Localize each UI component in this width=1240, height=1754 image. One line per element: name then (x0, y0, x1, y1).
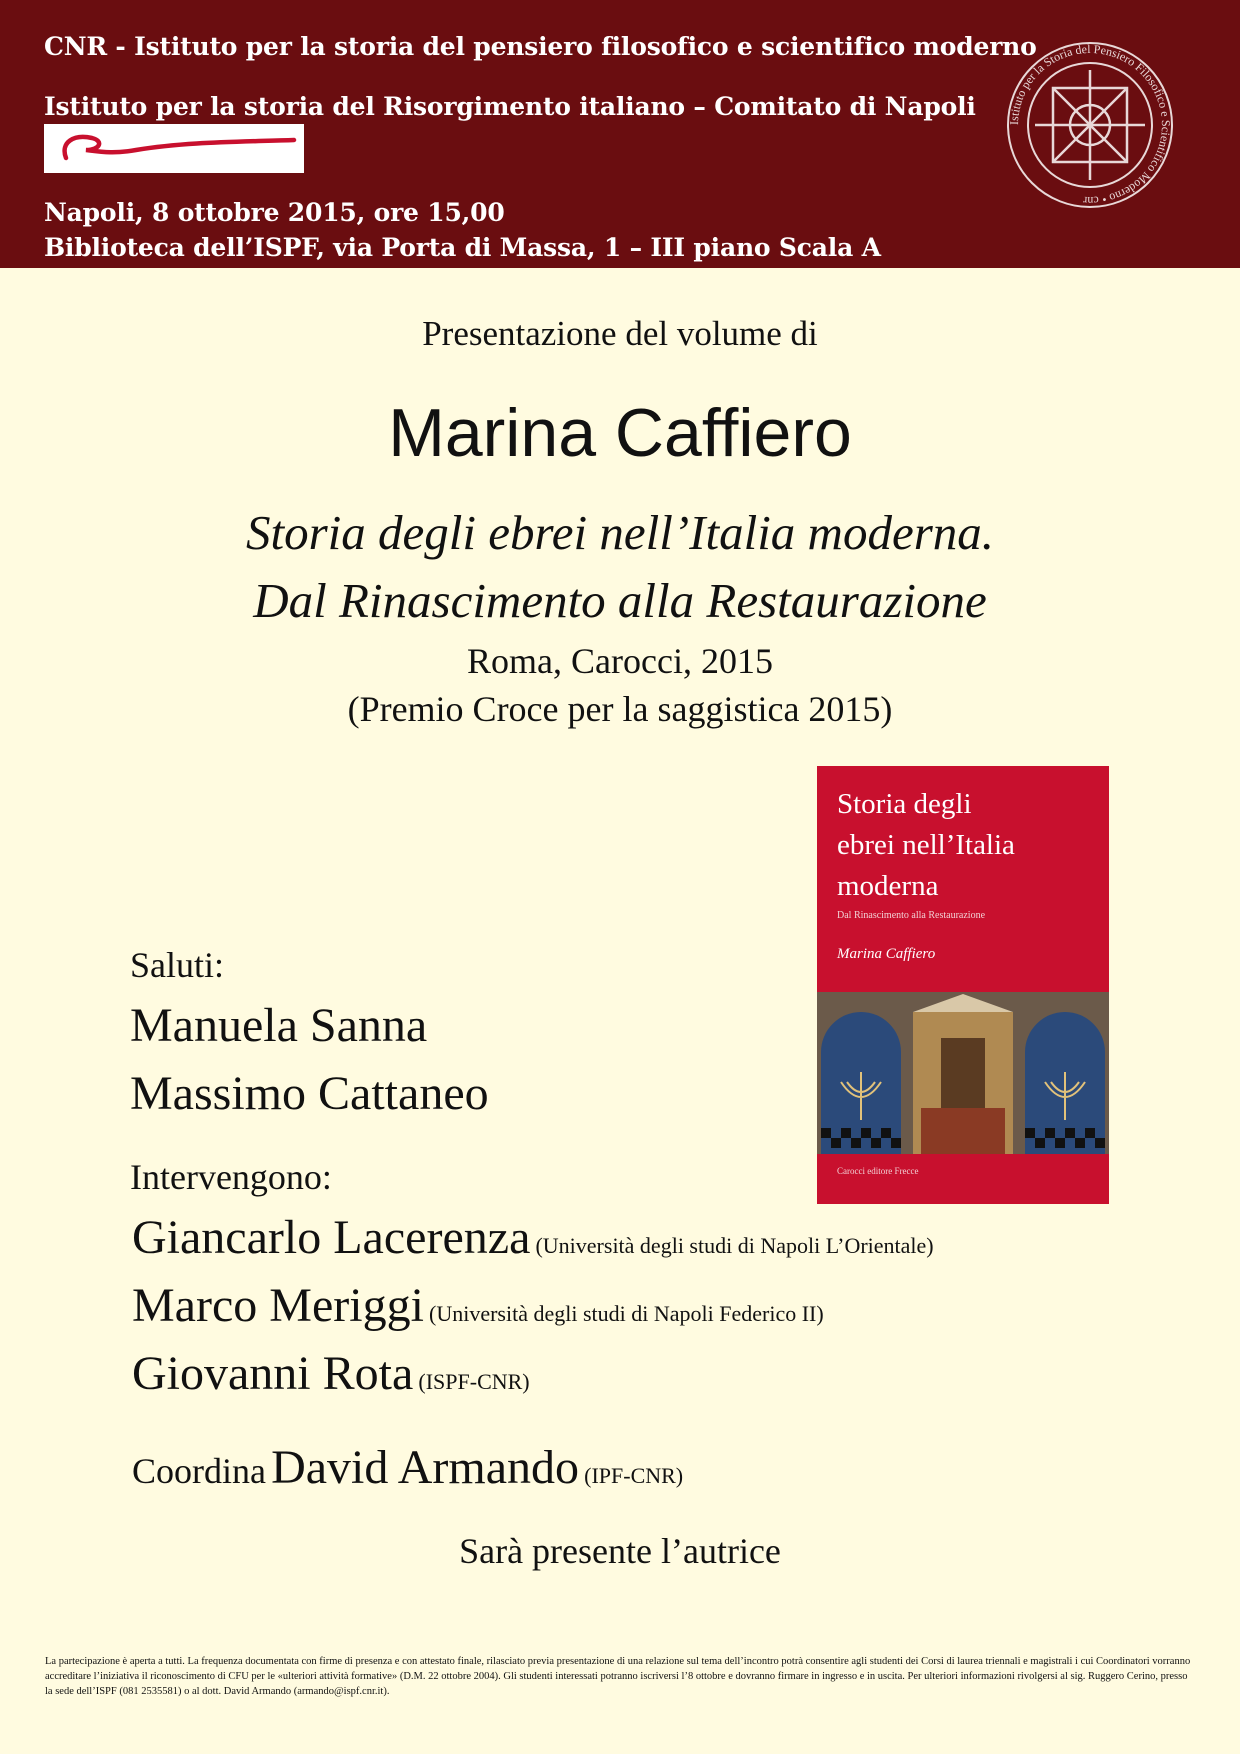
coordinator-row (132, 1440, 683, 1495)
interventi-label: Intervengono: (130, 1157, 332, 1197)
footnote: La partecipazione è aperta a tutti. La frequenza documentata con firme di presenza e con attestato finale, rilasciato previa presentazione di una relazione sul tema dell’incontro potrà consentire agli studenti dei Corsi di laurea triennali e magistrali i cui Coordinatori vorranno accreditare l’iniziativa il riconoscimento di CFU per le «ulteriori attività formative» (D.M. 22 ottobre 2004). Gli studenti interessati potranno iscriversi l’8 ottobre e dovranno firmare in ingresso e in uscita. Per ulteriori informazioni rivolgersi al sig. Ruggero Cerino, presso la sede dell’ISPF (081 2535581) o al dott. David Armando (armando@ispf.cnr.it). (45, 1656, 1191, 1697)
cover-author: Marina Caffiero (837, 946, 936, 962)
speaker-name: Giancarlo Lacerenza (132, 1211, 531, 1264)
speaker-row (132, 1346, 530, 1401)
prize: (Premio Croce per la saggistica 2015) (347, 689, 893, 729)
book-cover (817, 766, 1109, 1204)
event-date: Napoli, 8 ottobre 2015, ore 15,00 (44, 198, 505, 227)
saluti-speaker-1: Manuela Sanna (130, 999, 428, 1052)
coordinator-name: David Armando (271, 1441, 580, 1494)
saluti-speaker-2: Massimo Cattaneo (130, 1067, 489, 1120)
synagogue-illustration (817, 992, 1109, 1154)
book-title-line-1: Storia degli ebrei nell’Italia moderna. (245, 505, 995, 560)
seal-text: Istituto per la Storia del Pensiero Filosofico e Scientifico Moderno • cnr (1006, 41, 1174, 209)
cover-subtitle: Dal Rinascimento alla Restaurazione (837, 910, 986, 921)
coordinator-affiliation: (IPF-CNR) (584, 1463, 684, 1488)
speaker-name: Giovanni Rota (132, 1347, 414, 1400)
institute-line-1: CNR - Istituto per la storia del pensiero filosofico e scientifico moderno (44, 32, 1037, 61)
coordina-label: Coordina (132, 1451, 266, 1491)
intro-text: Presentazione del volume di (422, 314, 818, 353)
speaker-row (132, 1278, 824, 1333)
seal-emblem-icon (1035, 70, 1145, 180)
ispf-seal (1005, 40, 1175, 210)
risorgimento-logo (44, 124, 304, 173)
cover-title: Storia degli ebrei nell’Italia moderna (837, 788, 1015, 902)
book-title-line-2: Dal Rinascimento alla Restaurazione (253, 573, 987, 628)
speaker-row (132, 1210, 934, 1265)
event-venue: Biblioteca dell’ISPF, via Porta di Massa, 1 – III piano Scala A (44, 233, 881, 262)
speaker-affiliation: (Università degli studi di Napoli Federico II) (429, 1301, 824, 1326)
logo-swoosh-icon (44, 124, 304, 173)
header-band (0, 0, 1240, 268)
publisher: Roma, Carocci, 2015 (467, 641, 773, 681)
author-name: Marina Caffiero (388, 395, 852, 471)
saluti-label: Saluti: (130, 945, 225, 985)
institute-line-2: Istituto per la storia del Risorgimento italiano – Comitato di Napoli (44, 92, 976, 121)
cover-publisher: Carocci editore Frecce (837, 1166, 919, 1176)
speaker-name: Marco Meriggi (132, 1279, 424, 1332)
speaker-affiliation: (Università degli studi di Napoli L’Orientale) (535, 1233, 934, 1258)
closing-note: Sarà presente l’autrice (459, 1531, 781, 1571)
speaker-affiliation: (ISPF-CNR) (418, 1369, 530, 1394)
